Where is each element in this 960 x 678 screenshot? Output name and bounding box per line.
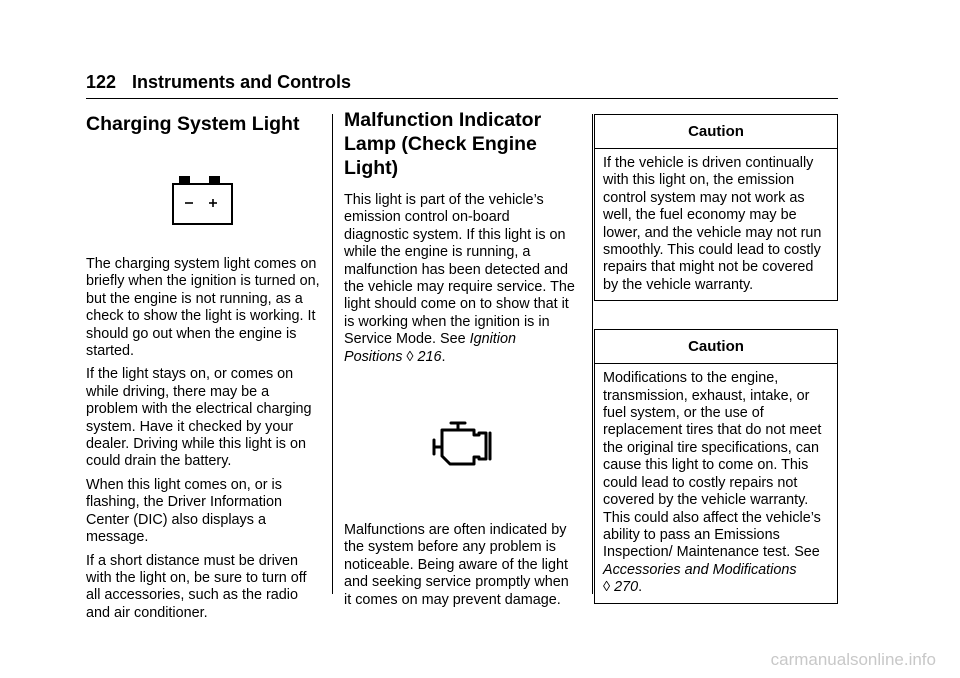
ref-marker: ◊ [406, 348, 414, 365]
charging-paragraph-4: If a short distance must be driven with the light on, be sure to turn off all accessories, such as the radio and air conditioner. [86, 552, 307, 621]
accessories-modifications-page[interactable]: 270 [614, 579, 639, 596]
caution-text-2 [603, 370, 831, 596]
section-title: Instruments and Controls [132, 72, 352, 92]
ignition-positions-page[interactable]: 216 [417, 348, 442, 365]
check-engine-icon [428, 420, 496, 468]
malfunction-text: This light is part of the vehicle’s emission control on-board diagnostic system. If this light is on while the engine is running, a malfunction has been detected and the vehicle may require service. The light should come on to show that it is working when the ignition is in Service Mode. See [344, 192, 575, 348]
accessories-modifications-link[interactable]: Accessories and Modifications [603, 561, 797, 578]
charging-system-heading: Charging System Light [86, 113, 300, 135]
header-rule [86, 98, 838, 99]
column-malfunction-lamp [344, 108, 578, 615]
ref-marker-2: ◊ [603, 579, 611, 596]
malfunction-paragraph-1 [344, 192, 578, 366]
column-divider-2 [592, 114, 593, 594]
period: . [441, 348, 446, 365]
malfunction-paragraph-2: Malfunctions are often indicated by the system before any problem is noticeable. Being aware of the light and seeking service promptly when it comes on may prevent damage. [344, 522, 569, 608]
column-cautions [594, 114, 838, 604]
charging-paragraph-1: The charging system light comes on briefly when the ignition is turned on, but the engine is not running, as a check to show the light is working. It should go out when the engine is started. [86, 256, 320, 360]
caution-box-1 [594, 114, 838, 301]
caution-2-body: Modifications to the engine, transmission, exhaust, intake, or fuel system, or the use of replacement tires that do not meet the original tire specifications, can cause this light to come on. This could lead to costly repairs not covered by the vehicle warranty. This could also affect the vehicle’s ability to pass an Emissions Inspection/ Maintenance test. See [603, 370, 822, 561]
caution-box-2 [594, 329, 838, 603]
battery-icon [171, 176, 235, 228]
period-2: . [638, 579, 643, 596]
column-divider-1 [332, 114, 333, 594]
charging-paragraph-2: If the light stays on, or comes on while driving, there may be a problem with the electrical charging system. Have it checked by your dealer. Driving while this light is on could drain the battery. [86, 366, 312, 470]
malfunction-heading: Malfunction Indicator Lamp (Check Engine Light) [344, 109, 542, 179]
caution-title-1: Caution [595, 115, 837, 149]
column-charging-system [86, 108, 322, 628]
watermark: carmanualsonline.info [770, 650, 936, 669]
page-header [86, 72, 351, 93]
caution-text-1: If the vehicle is driven continually with this light on, the emission control system may not work as well, the fuel economy may be lower, and the vehicle may not run smoothly. This could lead to costly repairs that might not be covered by the vehicle warranty. [603, 155, 822, 293]
ignition-positions-link[interactable]: Ignition Positions [344, 331, 516, 365]
page-number: 122 [86, 72, 117, 92]
caution-title-2: Caution [595, 330, 837, 364]
charging-paragraph-3: When this light comes on, or is flashing, the Driver Information Center (DIC) also displays a message. [86, 476, 282, 546]
